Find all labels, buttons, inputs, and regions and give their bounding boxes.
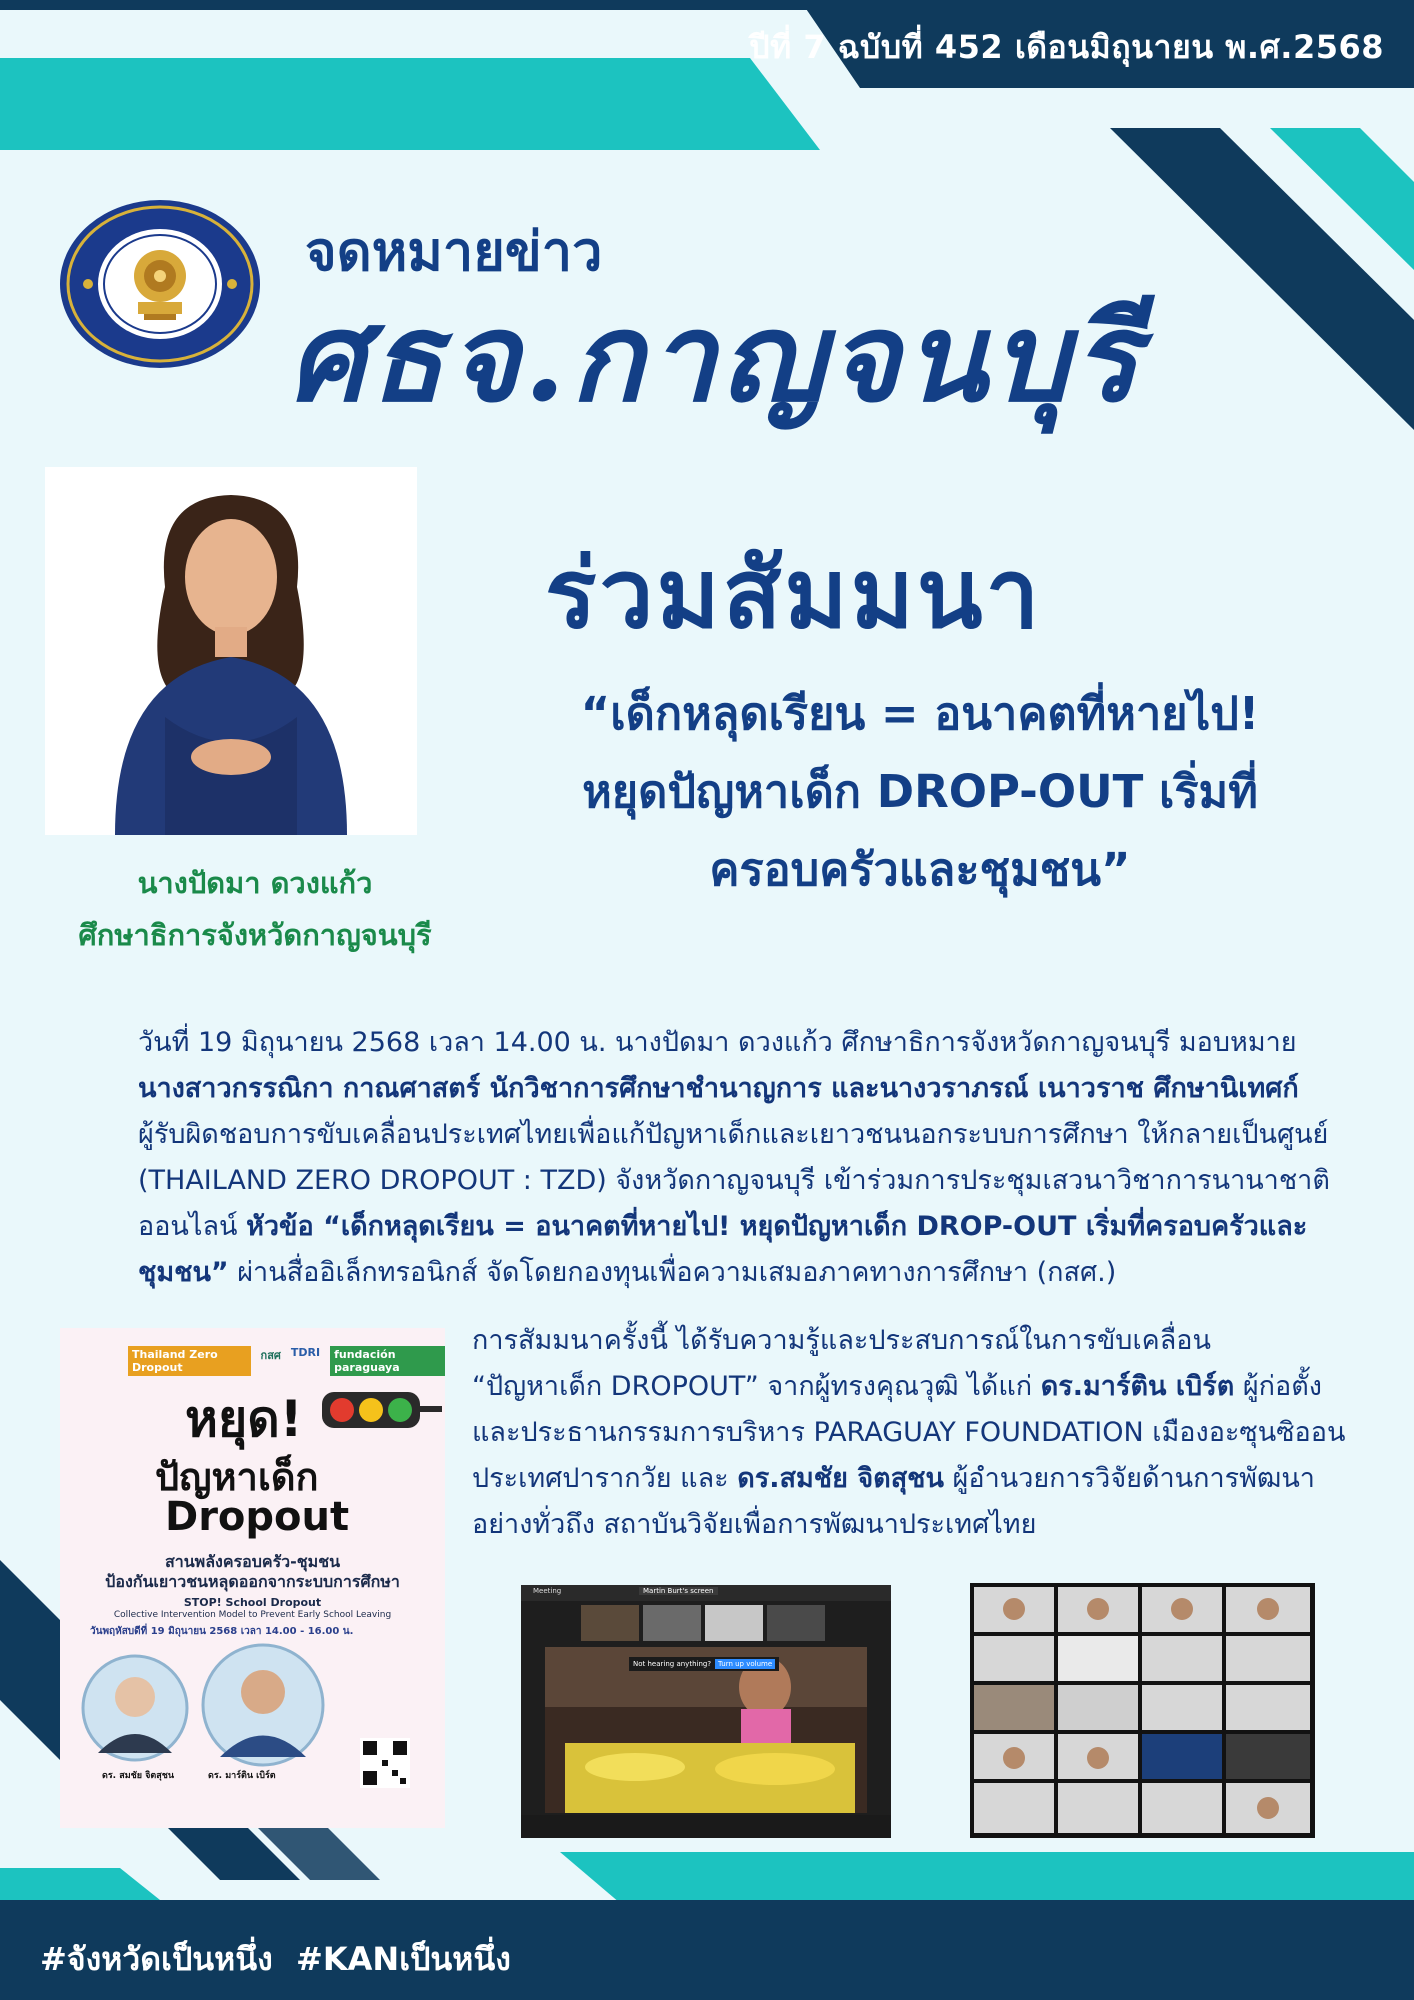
meeting-screen-label: Martin Burt's screen: [639, 1587, 718, 1595]
top-teal-band: [0, 58, 820, 150]
poster-logo: TDRI: [290, 1346, 321, 1359]
body-text: “ปัญหาเด็ก DROPOUT” จากผู้ทรงคุณวุฒิ ได้แก่: [472, 1371, 1041, 1402]
poster-logos: [128, 1346, 445, 1376]
body-bold: นางสาวกรรณิกา กาณศาสตร์ นักวิชาการศึกษาชำนาญการ และนางวราภรณ์ เนาวราช ศึกษานิเทศก์: [138, 1073, 1299, 1104]
poster-en2: Collective Intervention Model to Prevent Early School Leaving: [113, 1610, 392, 1620]
speaker2-name: ดร. มาร์ติน เบิร์ต: [208, 1771, 276, 1781]
topic-line: หยุดปัญหาเด็ก DROP-OUT เริ่มที่: [582, 765, 1258, 818]
body-text: ผู้ก่อตั้ง: [1234, 1371, 1322, 1402]
speaker2-photo: [200, 1642, 326, 1768]
audio-banner-text: Not hearing anything?: [633, 1660, 712, 1668]
body-line: [472, 1364, 1372, 1410]
body-line: อย่างทั่วถึง สถาบันวิจัยเพื่อการพัฒนาประเทศไทย: [472, 1509, 1037, 1540]
poster-logo: fundación paraguaya: [330, 1346, 445, 1376]
poster-line2: ปัญหาเด็ก: [155, 1455, 319, 1499]
meeting-screenshot-1: [521, 1585, 891, 1838]
hashtag: #KANเป็นหนึ่ง: [296, 1940, 511, 1978]
seminar-topic: [540, 675, 1300, 909]
body-text: ผ่านสื่ออิเล็กทรอนิกส์ จัดโดยกองทุนเพื่อความเสมอภาคทางการศึกษา (กสศ.): [228, 1257, 1117, 1288]
poster-date: วันพฤหัสบดีที่ 19 มิถุนายน 2568 เวลา 14.00 - 16.00 น.: [90, 1626, 354, 1637]
body-paragraph-1: [138, 1020, 1368, 1296]
topic-line: ครอบครัวและชุมชน”: [709, 843, 1131, 896]
poster-logo: Thailand Zero Dropout: [128, 1346, 251, 1376]
hashtag: #จังหวัดเป็นหนึ่ง: [40, 1940, 273, 1978]
poster-line3: Dropout: [165, 1494, 350, 1540]
participant-gallery: [970, 1583, 1315, 1838]
newsletter-title-small: จดหมายข่าว: [305, 220, 603, 283]
body-line: [138, 1250, 1368, 1296]
poster-line1: หยุด!: [185, 1390, 303, 1448]
person-position: ศึกษาธิการจังหวัดกาญจนบุรี: [78, 918, 432, 952]
headline: ร่วมสัมมนา: [545, 538, 1043, 650]
turn-up-volume-button[interactable]: Turn up volume: [715, 1659, 775, 1669]
body-text: ออนไลน์: [138, 1211, 247, 1242]
event-poster: [60, 1328, 445, 1828]
body-line: วันที่ 19 มิถุนายน 2568 เวลา 14.00 น. นางปัดมา ดวงแก้ว ศึกษาธิการจังหวัดกาญจนบุรี มอบหมาย: [138, 1027, 1297, 1058]
qr-code-icon: [360, 1738, 410, 1788]
meeting-title: Meeting: [533, 1587, 562, 1595]
office-logo: [58, 198, 263, 370]
body-line: และประธานกรรมการบริหาร PARAGUAY FOUNDATION เมืองอะซุนซิออน: [472, 1417, 1346, 1448]
body-line: การสัมมนาครั้งนี้ ได้รับความรู้และประสบการณ์ในการขับเคลื่อน: [472, 1325, 1211, 1356]
speaker1-photo: [80, 1653, 190, 1763]
poster-en1: STOP! School Dropout: [183, 1596, 322, 1609]
body-paragraph-2: [472, 1318, 1372, 1548]
speaker1-name: ดร. สมชัย จิตสุชน: [101, 1771, 175, 1781]
participant-strip: [581, 1605, 831, 1641]
meeting-screenshot-2: [970, 1583, 1315, 1838]
body-bold: ดร.สมชัย จิตสุชน: [737, 1463, 944, 1494]
topic-line: “เด็กหลุดเรียน = อนาคตที่หายไป!: [580, 687, 1260, 740]
shared-screen-market: [545, 1647, 867, 1813]
body-line: (THAILAND ZERO DROPOUT : TZD) จังหวัดกาญจนบุรี เข้าร่วมการประชุมเสวนาวิชาการนานาชาติ: [138, 1165, 1330, 1196]
meeting-toolbar: [521, 1815, 891, 1838]
body-bold: ชุมชน”: [138, 1257, 229, 1288]
poster-sub1: สานพลังครอบครัว-ชุมชน: [164, 1552, 341, 1571]
body-bold: ดร.มาร์ติน เบิร์ต: [1040, 1371, 1235, 1402]
body-line: [472, 1456, 1372, 1502]
person-name: นางปัดมา ดวงแก้ว: [137, 866, 373, 900]
meeting-titlebar: [521, 1585, 891, 1601]
person-photo: [45, 467, 417, 835]
traffic-light-icon: [322, 1390, 442, 1430]
body-line: ผู้รับผิดชอบการขับเคลื่อนประเทศไทยเพื่อแก้ปัญหาเด็กและเยาวชนนอกระบบการศึกษา ให้กลายเป็นศูนย์: [138, 1119, 1329, 1150]
issue-label: ปีที่ 7 ฉบับที่ 452 เดือนมิถุนายน พ.ศ.2568: [749, 28, 1384, 66]
poster-sub2: ป้องกันเยาวชนหลุดออกจากระบบการศึกษา: [105, 1572, 400, 1591]
newsletter-title-big: ศธจ.กาญจนบุรี: [288, 285, 1143, 429]
body-line: [138, 1204, 1368, 1250]
body-line: [138, 1066, 1368, 1112]
audio-banner: [629, 1657, 779, 1671]
top-navy-strip: [0, 0, 1414, 10]
body-text: ผู้อำนวยการวิจัยด้านการพัฒนา: [943, 1463, 1315, 1494]
body-bold: หัวข้อ “เด็กหลุดเรียน = อนาคตที่หายไป! หยุดปัญหาเด็ก DROP-OUT เริ่มที่ครอบครัวและ: [246, 1211, 1308, 1242]
body-text: ประเทศปารากวัย และ: [472, 1463, 738, 1494]
poster-logo: กสศ: [260, 1349, 281, 1362]
